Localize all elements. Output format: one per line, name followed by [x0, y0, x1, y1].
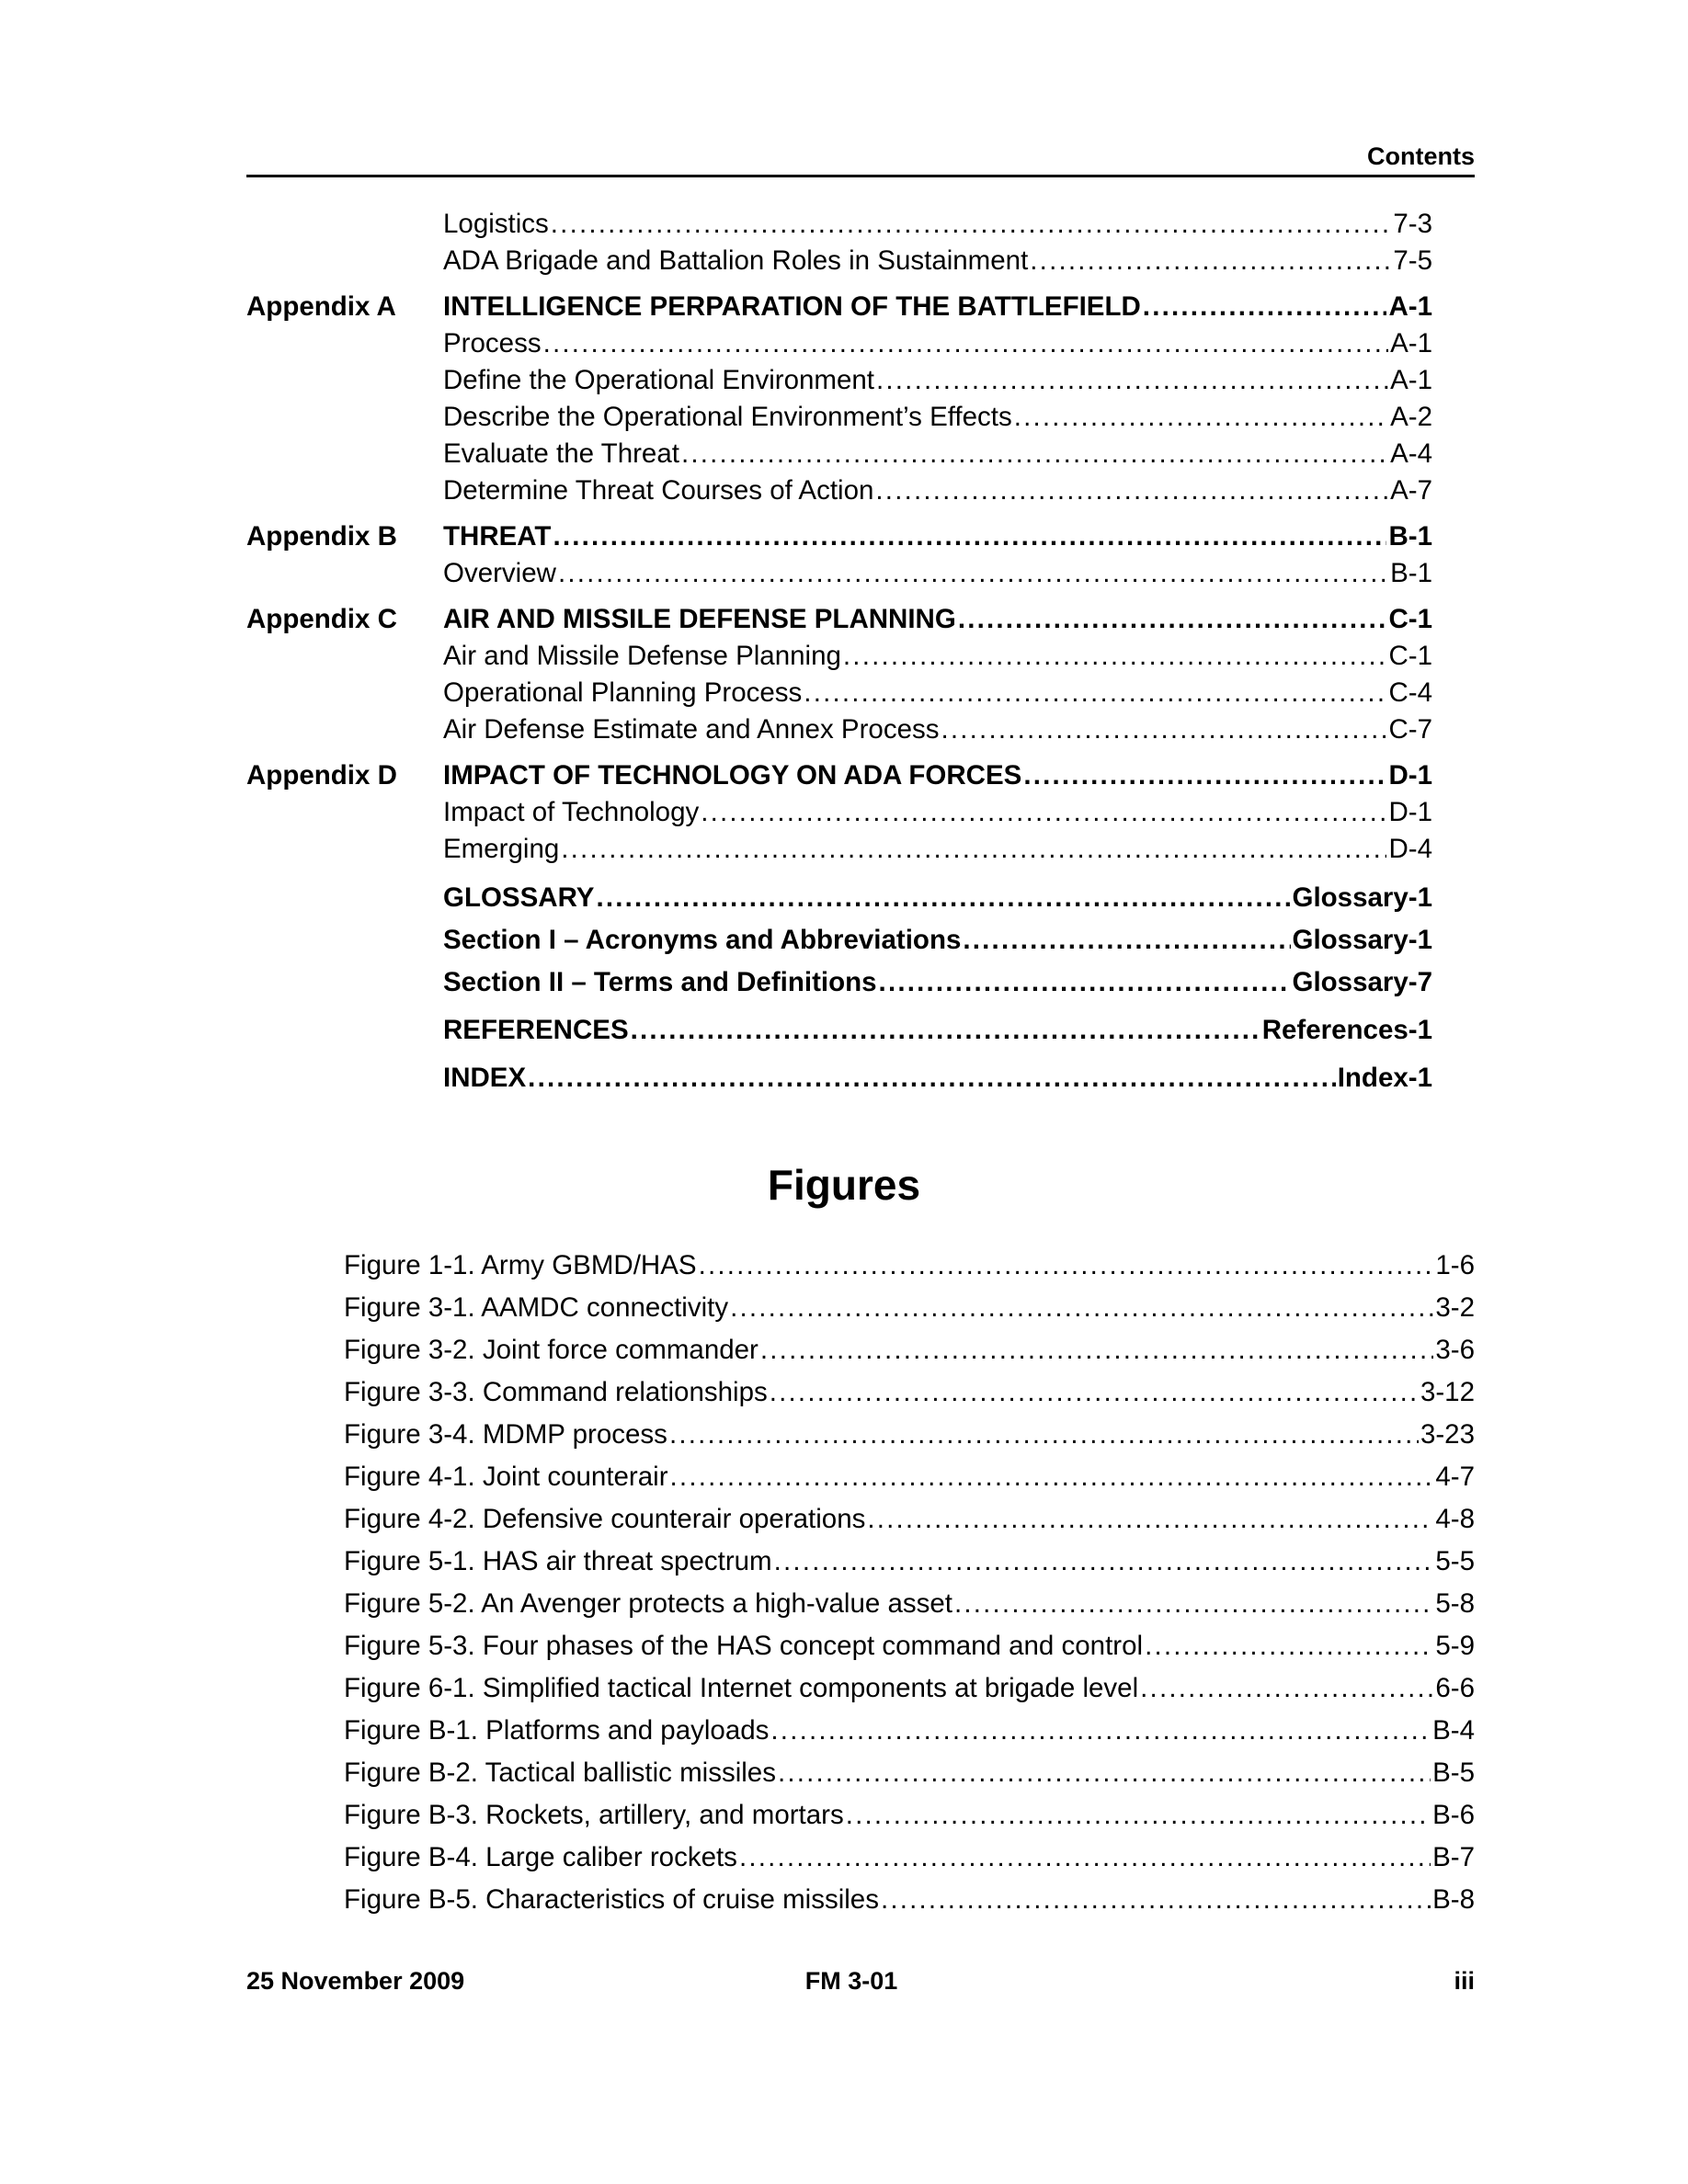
- toc-entry[interactable]: [246, 362, 1432, 399]
- toc-appendix-a: [246, 289, 1432, 509]
- toc-entry-page: A-4: [1390, 438, 1432, 469]
- figure-page: 4-8: [1435, 1504, 1475, 1534]
- figure-page: B-7: [1432, 1842, 1475, 1872]
- toc-entry-page: Glossary-7: [1292, 967, 1432, 997]
- toc-entry-page: Glossary-1: [1292, 925, 1432, 955]
- toc-back-matter: [246, 877, 1432, 1099]
- appendix-title: INTELLIGENCE PERPARATION OF THE BATTLEFIELD: [443, 291, 1141, 322]
- toc-entry-page: 7-5: [1393, 245, 1432, 276]
- figure-page: B-5: [1432, 1757, 1475, 1788]
- dot-leader: [528, 1057, 1336, 1099]
- toc-entry-page: A-1: [1390, 328, 1432, 358]
- figure-entry[interactable]: [344, 1625, 1475, 1667]
- toc-entry-page: A-2: [1390, 402, 1432, 432]
- dot-leader: [1014, 399, 1388, 436]
- toc-appendix-heading[interactable]: [246, 757, 1432, 794]
- toc-entry-label: Evaluate the Threat: [443, 438, 679, 469]
- toc-entry-page: Index-1: [1337, 1063, 1432, 1093]
- toc-entry-label: Process: [443, 328, 542, 358]
- dot-leader: [867, 1498, 1433, 1541]
- figure-label: Figure B-5. Characteristics of cruise missiles: [344, 1884, 879, 1915]
- figure-label: Figure 5-2. An Avenger protects a high-value asset: [344, 1588, 952, 1619]
- figure-page: B-8: [1432, 1884, 1475, 1915]
- toc-appendix-d: [246, 757, 1432, 868]
- figure-page: 3-6: [1435, 1335, 1475, 1365]
- figure-entry[interactable]: [344, 1583, 1475, 1625]
- figure-label: Figure 3-1. AAMDC connectivity: [344, 1292, 729, 1323]
- figure-page: 3-12: [1420, 1377, 1475, 1407]
- toc-entry-page: A-7: [1390, 475, 1432, 506]
- footer-document-id: FM 3-01: [804, 1967, 898, 1995]
- dot-leader: [879, 961, 1291, 1004]
- toc-back-matter-entry[interactable]: [443, 919, 1432, 961]
- dot-leader: [875, 472, 1388, 509]
- list-of-figures: [344, 1245, 1475, 1921]
- toc-entry-page: Glossary-1: [1292, 882, 1432, 913]
- dot-leader: [770, 1371, 1419, 1414]
- toc-entry-label: ADA Brigade and Battalion Roles in Sustainment: [443, 245, 1029, 276]
- figure-label: Figure 1-1. Army GBMD/HAS: [344, 1250, 697, 1280]
- toc-entry-page: 7-3: [1393, 209, 1432, 239]
- toc-entry-label: REFERENCES: [443, 1015, 629, 1045]
- toc-entry[interactable]: [246, 243, 1432, 279]
- toc-entry-page: References-1: [1261, 1015, 1432, 1045]
- dot-leader: [770, 1710, 1431, 1752]
- dot-leader: [681, 436, 1388, 472]
- figure-entry[interactable]: [344, 1752, 1475, 1794]
- figure-entry[interactable]: [344, 1667, 1475, 1710]
- toc-entry-page: C-4: [1388, 677, 1432, 708]
- appendix-label: Appendix C: [246, 604, 397, 634]
- toc-entry-label: Impact of Technology: [443, 797, 700, 827]
- figure-label: Figure B-4. Large caliber rockets: [344, 1842, 737, 1872]
- toc-continued-group: [246, 206, 1432, 279]
- toc-entry-page: C-1: [1388, 641, 1432, 671]
- dot-leader: [1143, 289, 1387, 325]
- dot-leader: [631, 1009, 1260, 1052]
- footer-date: 25 November 2009: [246, 1967, 465, 1995]
- figure-page: 5-9: [1435, 1631, 1475, 1661]
- figure-entry[interactable]: [344, 1710, 1475, 1752]
- dot-leader: [804, 675, 1386, 711]
- appendix-title: THREAT: [443, 521, 552, 552]
- toc-entry[interactable]: [246, 794, 1432, 831]
- toc-entry-label: Define the Operational Environment: [443, 365, 874, 395]
- toc-entry[interactable]: [246, 711, 1432, 748]
- toc-entry-label: Determine Threat Courses of Action: [443, 475, 874, 506]
- toc-appendix-heading[interactable]: [246, 289, 1432, 325]
- figure-label: Figure 3-3. Command relationships: [344, 1377, 768, 1407]
- toc-entry-label: Air and Missile Defense Planning: [443, 641, 841, 671]
- figure-label: Figure 5-1. HAS air threat spectrum: [344, 1546, 772, 1576]
- toc-back-matter-entry[interactable]: [443, 1057, 1432, 1099]
- figure-label: Figure 5-3. Four phases of the HAS concept command and control: [344, 1631, 1144, 1661]
- dot-leader: [941, 711, 1386, 748]
- toc-entry[interactable]: [246, 325, 1432, 362]
- toc-entry-label: Describe the Operational Environment’s Effects: [443, 402, 1012, 432]
- figure-label: Figure B-3. Rockets, artillery, and mortars: [344, 1800, 844, 1830]
- toc-entry[interactable]: [246, 675, 1432, 711]
- dot-leader: [876, 362, 1388, 399]
- toc-entry-page: D-4: [1388, 834, 1432, 864]
- figure-entry[interactable]: [344, 1287, 1475, 1329]
- toc-entry-label: Section I – Acronyms and Abbreviations: [443, 925, 962, 955]
- figure-entry[interactable]: [344, 1837, 1475, 1879]
- dot-leader: [760, 1329, 1433, 1371]
- figure-entry[interactable]: [344, 1498, 1475, 1541]
- figure-page: 1-6: [1435, 1250, 1475, 1280]
- appendix-label: Appendix A: [246, 291, 396, 322]
- appendix-page: D-1: [1388, 760, 1432, 791]
- figure-page: 5-5: [1435, 1546, 1475, 1576]
- dot-leader: [881, 1879, 1431, 1921]
- toc-entry[interactable]: [246, 472, 1432, 509]
- toc-entry-label: INDEX: [443, 1063, 527, 1093]
- dot-leader: [1023, 757, 1386, 794]
- dot-leader: [699, 1245, 1434, 1287]
- toc-entry[interactable]: [246, 831, 1432, 868]
- dot-leader: [1030, 243, 1391, 279]
- dot-leader: [551, 206, 1392, 243]
- toc-appendix-heading[interactable]: [246, 601, 1432, 638]
- figure-label: Figure 3-4. MDMP process: [344, 1419, 667, 1450]
- figure-label: Figure 6-1. Simplified tactical Internet components at brigade level: [344, 1673, 1139, 1703]
- toc-entry[interactable]: [246, 399, 1432, 436]
- dot-leader: [669, 1414, 1419, 1456]
- figure-entry[interactable]: [344, 1879, 1475, 1921]
- toc-entry-page: A-1: [1390, 365, 1432, 395]
- figure-page: B-4: [1432, 1715, 1475, 1746]
- dot-leader: [553, 518, 1386, 555]
- page-footer: [246, 1967, 1475, 2004]
- toc-entry[interactable]: [246, 436, 1432, 472]
- dot-leader: [670, 1456, 1434, 1498]
- toc-entry-label: Operational Planning Process: [443, 677, 803, 708]
- figure-label: Figure B-2. Tactical ballistic missiles: [344, 1757, 776, 1788]
- toc-entry-label: Logistics: [443, 209, 549, 239]
- figure-label: Figure 4-2. Defensive counterair operations: [344, 1504, 866, 1534]
- figure-page: 3-23: [1420, 1419, 1475, 1450]
- toc-appendix-b: [246, 518, 1432, 592]
- running-header: [246, 142, 1475, 177]
- dot-leader: [701, 794, 1386, 831]
- dot-leader: [543, 325, 1389, 362]
- figures-heading: Figures: [767, 1161, 921, 1209]
- figure-entry[interactable]: [344, 1414, 1475, 1456]
- figure-label: Figure 3-2. Joint force commander: [344, 1335, 758, 1365]
- appendix-label: Appendix D: [246, 760, 397, 791]
- figure-entry[interactable]: [344, 1541, 1475, 1583]
- figure-page: B-6: [1432, 1800, 1475, 1830]
- dot-leader: [558, 555, 1388, 592]
- toc-entry-page: C-7: [1388, 714, 1432, 745]
- figure-label: Figure 4-1. Joint counterair: [344, 1462, 668, 1492]
- toc-back-matter-entry[interactable]: [443, 877, 1432, 919]
- dot-leader: [739, 1837, 1431, 1879]
- toc-entry-label: GLOSSARY: [443, 882, 595, 913]
- figure-label: Figure B-1. Platforms and payloads: [344, 1715, 770, 1746]
- dot-leader: [954, 1583, 1433, 1625]
- dot-leader: [1140, 1667, 1433, 1710]
- appendix-title: IMPACT OF TECHNOLOGY ON ADA FORCES: [443, 760, 1022, 791]
- toc-entry-label: Air Defense Estimate and Annex Process: [443, 714, 940, 745]
- dot-leader: [1145, 1625, 1433, 1667]
- figure-page: 4-7: [1435, 1462, 1475, 1492]
- appendix-page: C-1: [1388, 604, 1432, 634]
- appendix-page: B-1: [1388, 521, 1432, 552]
- toc-appendix-c: [246, 601, 1432, 748]
- toc-entry[interactable]: [246, 555, 1432, 592]
- toc-entry-page: B-1: [1390, 558, 1432, 588]
- figure-entry[interactable]: [344, 1329, 1475, 1371]
- header-title: Contents: [1367, 142, 1475, 170]
- dot-leader: [843, 638, 1387, 675]
- toc-entry[interactable]: [246, 206, 1432, 243]
- appendix-page: A-1: [1388, 291, 1432, 322]
- toc-entry-label: Emerging: [443, 834, 560, 864]
- figure-entry[interactable]: [344, 1371, 1475, 1414]
- figure-page: 5-8: [1435, 1588, 1475, 1619]
- dot-leader: [778, 1752, 1431, 1794]
- toc-entry-label: Section II – Terms and Definitions: [443, 967, 877, 997]
- dot-leader: [596, 877, 1290, 919]
- appendix-label: Appendix B: [246, 521, 397, 552]
- dot-leader: [774, 1541, 1434, 1583]
- figure-page: 3-2: [1435, 1292, 1475, 1323]
- toc-entry-page: D-1: [1388, 797, 1432, 827]
- figure-entry[interactable]: [344, 1245, 1475, 1287]
- toc-back-matter-entry[interactable]: [443, 961, 1432, 1004]
- dot-leader: [963, 919, 1290, 961]
- footer-page-number: iii: [1454, 1967, 1475, 1995]
- toc-entry[interactable]: [246, 638, 1432, 675]
- table-of-contents: [246, 206, 1432, 1099]
- appendix-title: AIR AND MISSILE DEFENSE PLANNING: [443, 604, 956, 634]
- dot-leader: [958, 601, 1387, 638]
- figure-entry[interactable]: [344, 1794, 1475, 1837]
- dot-leader: [561, 831, 1386, 868]
- toc-back-matter-entry[interactable]: [443, 1009, 1432, 1052]
- figure-entry[interactable]: [344, 1456, 1475, 1498]
- toc-entry-label: Overview: [443, 558, 556, 588]
- dot-leader: [846, 1794, 1431, 1837]
- figure-page: 6-6: [1435, 1673, 1475, 1703]
- toc-appendix-heading[interactable]: [246, 518, 1432, 555]
- dot-leader: [730, 1287, 1433, 1329]
